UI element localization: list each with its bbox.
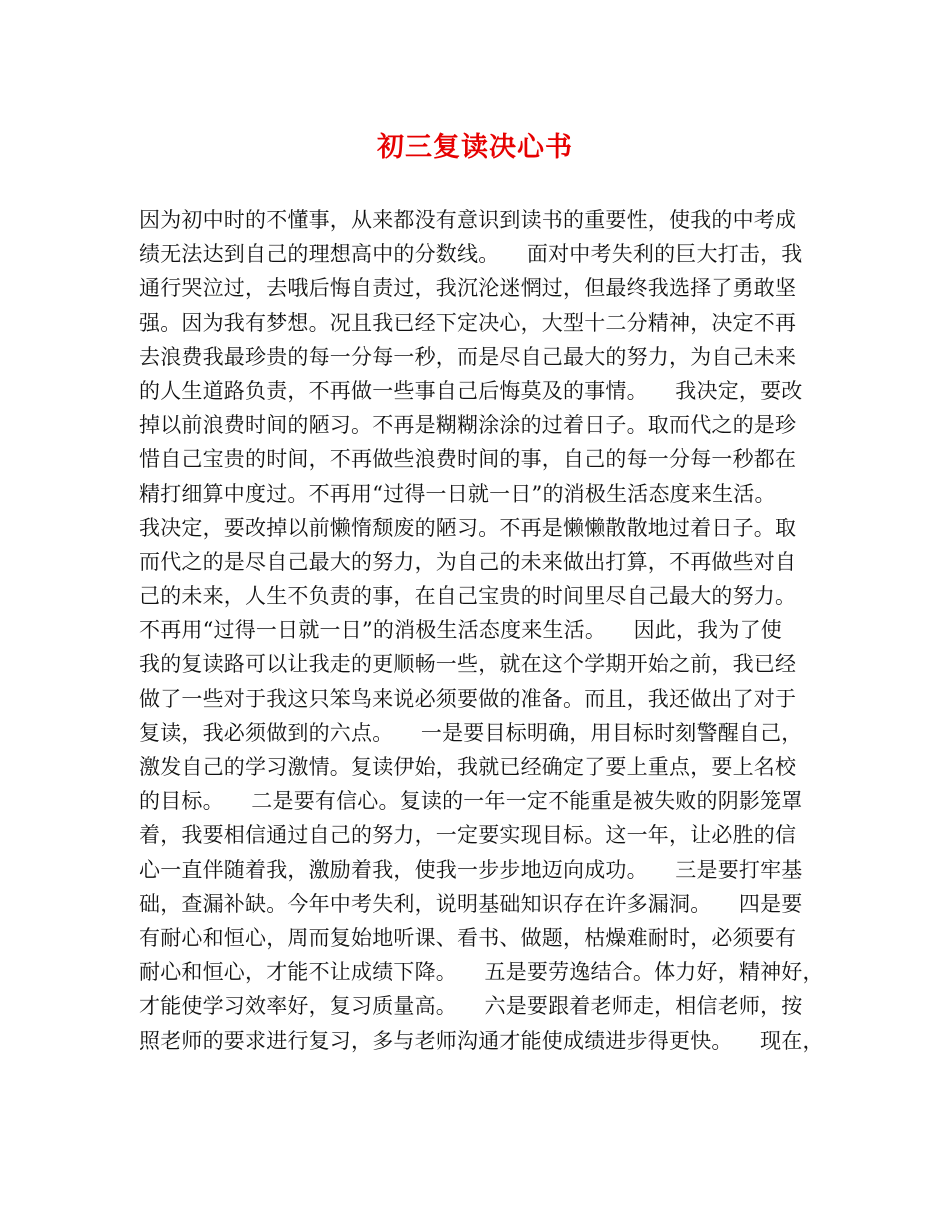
body-line: 做了一些对于我这只笨鸟来说必须要做的准备。而且，我还做出了对于 — [139, 686, 797, 711]
body-line: 有耐心和恒心，周而复始地听课、看书、做题，枯燥难耐时，必须要有 — [139, 925, 797, 950]
body-line: 激发自己的学习激情。复读伊始，我就已经确定了要上重点，要上名校 — [139, 755, 797, 779]
body-line: 己的未来，人生不负责的事，在自己宝贵的时间里尽自己最大的努力。 — [139, 584, 797, 609]
body-line: 强。因为我有梦想。况且我已经下定决心，大型十二分精神，决定不再 — [139, 310, 797, 335]
body-line: 础，查漏补缺。今年中考失利，说明基础知识存在许多漏洞。 四是要 — [139, 891, 803, 916]
body-line: 去浪费我最珍贵的每一分每一秒，而是尽自己最大的努力，为自己未来 — [139, 344, 797, 369]
body-line: 而代之的是尽自己最大的努力，为自己的未来做出打算，不再做些对自 — [139, 549, 797, 574]
body-line: 照老师的要求进行复习，多与老师沟通才能使成绩进步得更快。 现在， — [139, 1028, 824, 1053]
body-line: 掉以前浪费时间的陋习。不再是糊糊涂涂的过着日子。取而代之的是珍 — [139, 413, 797, 438]
body-line: 因为初中时的不懂事，从来都没有意识到读书的重要性，使我的中考成 — [139, 208, 797, 232]
body-line: 着，我要相信通过自己的努力，一定要实现目标。这一年，让必胜的信 — [139, 823, 797, 848]
document-body — [139, 203, 829, 1058]
body-line: 绩无法达到自己的理想高中的分数线。 面对中考失利的巨大打击，我 — [139, 242, 803, 267]
body-line: 精打细算中度过。不再用“过得一日就一日”的消极生活态度来生活。 — [139, 481, 776, 506]
body-line: 我决定，要改掉以前懒惰颓废的陋习。不再是懒懒散散地过着日子。取 — [139, 515, 797, 540]
body-line: 耐心和恒心，才能不让成绩下降。 五是要劳逸结合。体力好，精神好， — [139, 960, 824, 985]
body-line: 通行哭泣过，去哦后悔自责过，我沉沦迷惘过，但最终我选择了勇敢坚 — [139, 276, 797, 301]
body-line: 的目标。 二是要有信心。复读的一年一定不能重是被失败的阴影笼罩 — [139, 789, 803, 814]
body-line: 心一直伴随着我，激励着我，使我一步步地迈向成功。 三是要打牢基 — [139, 857, 803, 882]
body-line: 的人生道路负责，不再做一些事自己后悔莫及的事情。 我决定，要改 — [139, 378, 803, 403]
body-line: 惜自己宝贵的时间，不再做些浪费时间的事，自己的每一分每一秒都在 — [139, 447, 797, 472]
body-line: 不再用“过得一日就一日”的消极生活态度来生活。 因此，我为了使 — [139, 618, 782, 643]
body-line: 复读，我必须做到的六点。 一是要目标明确，用目标时刻警醒自己， — [139, 720, 803, 745]
document-title: 初三复读决心书 — [377, 132, 573, 163]
body-line: 我的复读路可以让我走的更顺畅一些，就在这个学期开始之前，我已经 — [139, 652, 797, 677]
body-line: 才能使学习效率好，复习质量高。 六是要跟着老师走，相信老师，按 — [139, 994, 803, 1019]
